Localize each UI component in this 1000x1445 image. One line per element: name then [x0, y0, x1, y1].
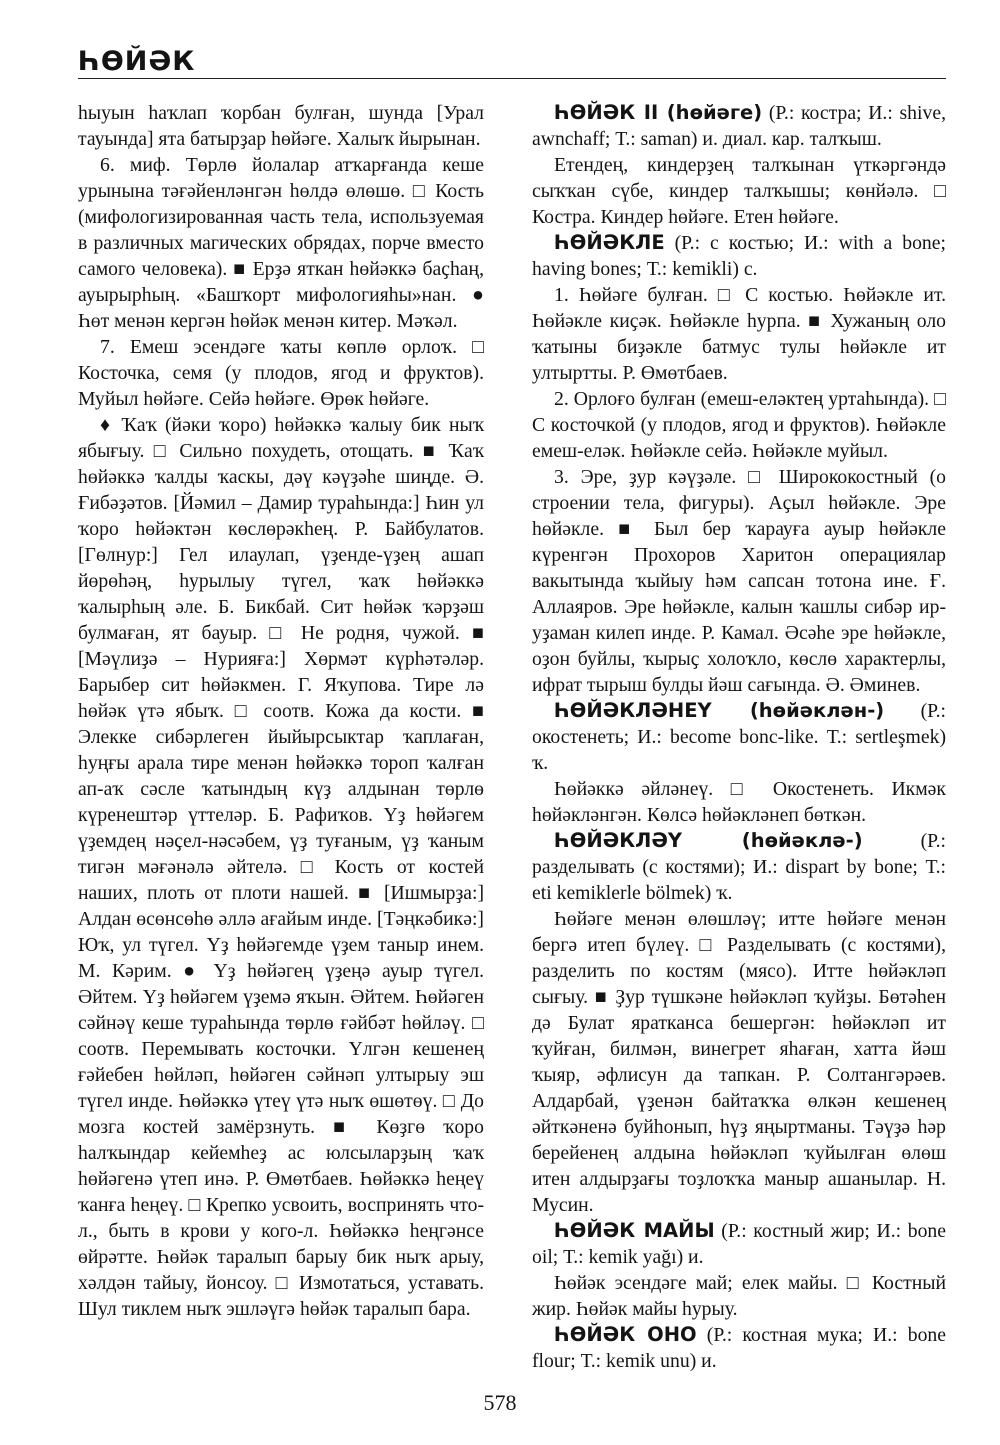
headword: ҺӨЙӘКЛӘҮ (һөйәклә-) [554, 829, 863, 852]
entry-paragraph: Һөйәге менән өлөшләү; итте һөйәге менән бергә итеп бүлеү. □ Разделывать (с костями), разделить по костям (мясо). Итте һөйәкләп сығыу. ■ Ҙур түшкәне һөйәкләп ҡуйҙы. Бөтәһен дә Булат яратканса бешергән: һөйәкләп ит ҡуйған, билмән, винегрет яһаған, хатта йәш ҡыяр, әфлисун да тапкан. Р. Солтангәрәев. Алдарбай, үҙенән байтаҡҡа өлкән кешенең әйткәненә буйһонып, һүҙ яңыртманы. Тәүҙә һәр берейенең алдына һөйәкләп ҡуйылған өлөш итен алдырҙағы тоҙлоҡҡа маныр ашанылар. Н. Мусин. [532, 908, 946, 1216]
page-number: 578 [483, 1390, 517, 1415]
entry-paragraph: 1. Һөйәге булған. □ С костью. Һөйәкле ит. Һөйәкле киҫәк. Һөйәкле һурпа. ■ Хужаның оло ҡатыны биҙәкле батмус тулы һөйәкле ит ултыртты. Р. Өмөтбаев. [532, 284, 946, 384]
entry-translations: (Р.: разделывать (с костями); И.: dispart by bone; Т.: eti kemiklerle bölmek) ҡ. [532, 830, 946, 904]
entry-paragraph: Һөйәккә әйләнеү. □ Окостенеть. Икмәк һөйәкләнгән. Көлсә һөйәкләнеп бөткән. [532, 778, 946, 826]
entry-paragraph: һыуын һаҡлап ҡорбан булған, шунда [Урал тауында] ята батырҙар һөйәге. Халыҡ йырынан. [78, 102, 484, 150]
entry-translations: (Р.: костный жир; И.: bone oil; Т.: kemik yağı) и. [532, 1220, 946, 1268]
page-header: ҺӨЙӘК [78, 46, 196, 77]
header-rule [78, 78, 946, 79]
entry-translations: (Р.: с костью; И.: with a bone; having bones; Т.: kemikli) с. [532, 232, 946, 280]
entry-translations: (Р.: окостенеть; И.: become bonc-like. Т.: sertleşmek) ҡ. [532, 700, 946, 774]
left-column [78, 100, 484, 1322]
dictionary-entry [532, 828, 946, 906]
headword: ҺӨЙӘК II (һөйәге) [554, 101, 763, 124]
entry-translations: (Р.: кострa; И.: shive, awnchaff; Т.: saman) и. диал. кар. талҡыш. [532, 102, 946, 150]
entry-paragraph: ♦ Ҡаҡ (йәки ҡоро) һөйәккә ҡалыу бик ныҡ ябығыу. □ Сильно похудеть, отощать. ■ Ҡаҡ һөйәккә ҡалды ҡаскы, дәү кәүҙәһе шиңде. Ә. Ғибәҙәтов. [Йәмил – Дамир тураһында:] Һин ул ҡоро һөйәктән көслөрәкһең. Р. Байбулатов. [Гөлнур:] Гел илаулап, үҙенде-үҙең ашап йөрөһәң, һурылыу түгел, ҡаҡ һөйәккә ҡалырһың әле. Б. Бикбай. Сит һөйәк ҡәрҙәш булмаған, ят бауыр. □ Не родня, чужой. ■ [Мәүлиҙә – Нурияға:] Хөрмәт күрһәтәләр. Барыбер сит һөйәкмен. Г. Яҡупова. Тире лә һөйәк үтә ябыҡ. □ соотв. Кожа да кости. ■ Элекке сибәрлеген йыйырсыктар ҡаплаған, һуңғы арала тире менән һөйәккә тороп ҡалған ап-аҡ сәсле ҡатындың күҙ алдынан төрлө күренештәр үттеләр. Б. Рафиҡов. Үҙ һөйәгем үҙемдең нәҫел-нәсәбем, үҙ туғаным, үҙ ҡаным тигән мәғәнәлә әйтелә. □ Кость от костей наших, плоть от плоти нашей. ■ [Ишмырҙа:] Алдан өсөнсөһө әллә ағайым инде. [Тәңкәбикә:] Юҡ, ул түгел. Үҙ һөйәгемде үҙем таныр инем. М. Кәрим. ● Үҙ һөйәгең үҙеңә ауыр түгел. Әйтем. Үҙ һөйәгем үҙемә яҡын. Әйтем. Һөйәген сәйнәү кеше тураһында төрлө ғәйбәт һөйләү. □ соотв. Перемывать косточки. Үлгән кешенең ғәйебен һөйләп, һөйәген сәйнәп ултырыу эш түгел инде. Һөйәккә үтеү үтә ныҡ өшөтөү. □ До мозга костей замёрзнуть. ■ Көҙгө ҡоро һалҡындар кейемһеҙ ас юлсыларҙың ҡаҡ һөйәгенә үтеп инә. Р. Өмөтбаев. Һөйәккә һеңеү ҡанға һеңеү. □ Крепко усвоить, воспринять что-л., быть в крови у кого-л. Һөйәккә һеңгәнсе өйрәтте. Һөйәк таралып барыу бик ныҡ арыу, хәлдән тайыу, йонсоу. □ Измотаться, уставать. Шул тиклем ныҡ эшләүгә һөйәк таралып бара. [78, 414, 484, 1320]
dictionary-entry [532, 1218, 946, 1270]
entry-paragraph: 6. миф. Төрлө йолалар атҡарғанда кеше урынына тәғәйенләнгән һөлдә өлөшө. □ Кость (мифологизированная часть тела, используемая в различных магических обрядах, порче вместо самого человека). ■ Ерҙә яткан һөйәккә баҫһаң, ауырырһың. «Башҡорт мифологияһы»нан. ● Һөт менән кергән һөйәк менән китер. Мәҡәл. [78, 154, 484, 332]
entry-paragraph: 7. Емеш эсендәге ҡаты көплө орлоҡ. □ Косточка, семя (у плодов, ягод и фруктов). Муйыл һөйәге. Сейә һөйәге. Өрөк һөйәге. [78, 336, 484, 410]
entry-paragraph: 3. Эре, ҙур кәүҙәле. □ Ширококостный (о строении тела, фигуры). Аҫыл һөйәкле. Эре һөйәкле. ■ Был бер ҡарауға ауыр һөйәкле күренгән Прохоров Харитон операциялар вакытында ҡыйыу һәм сапсан тотона ине. Ғ. Аллаяров. Эре һөйәкле, калын ҡашлы сибәр ир-уҙаман килеп инде. Р. Камал. Әсәһе эре һөйәкле, оҙон буйлы, ҡырыҫ холоҡло, көслө характерлы, ифрат тырыш булды йәш сағында. Ә. Әминев. [532, 466, 946, 696]
entry-paragraph: Етендең, киндерҙең талҡынан үткәргәндә сыҡҡан сүбе, киндер талҡышы; көнйәлә. □ Костра. Киндер һөйәге. Етен һөйәге. [532, 154, 946, 228]
right-column [532, 100, 946, 1374]
entry-paragraph: 2. Орлоғо булған (емеш-еләктең уртаһында). □ С косточкой (у плодов, ягод и фруктов). Һөйәкле емеш-еләк. Һөйәкле сейә. Һөйәкле муйыл. [532, 388, 946, 462]
entry-paragraph: Һөйәк эсендәге май; елек майы. □ Костный жир. Һөйәк майы һурыу. [532, 1272, 946, 1320]
headword: ҺӨЙӘКЛӘНЕҮ (һөйәклән-) [554, 699, 885, 722]
dictionary-entry [532, 1322, 946, 1374]
headword: ҺӨЙӘКЛЕ [554, 231, 665, 254]
headword: ҺӨЙӘК МАЙЫ [554, 1219, 715, 1242]
dictionary-entry [532, 698, 946, 776]
entry-translations: (Р.: костная мука; И.: bone flour; Т.: kemik unu) и. [532, 1324, 946, 1372]
dictionary-entry [532, 100, 946, 152]
dictionary-entry [532, 230, 946, 282]
headword: ҺӨЙӘК ОНО [554, 1323, 697, 1346]
